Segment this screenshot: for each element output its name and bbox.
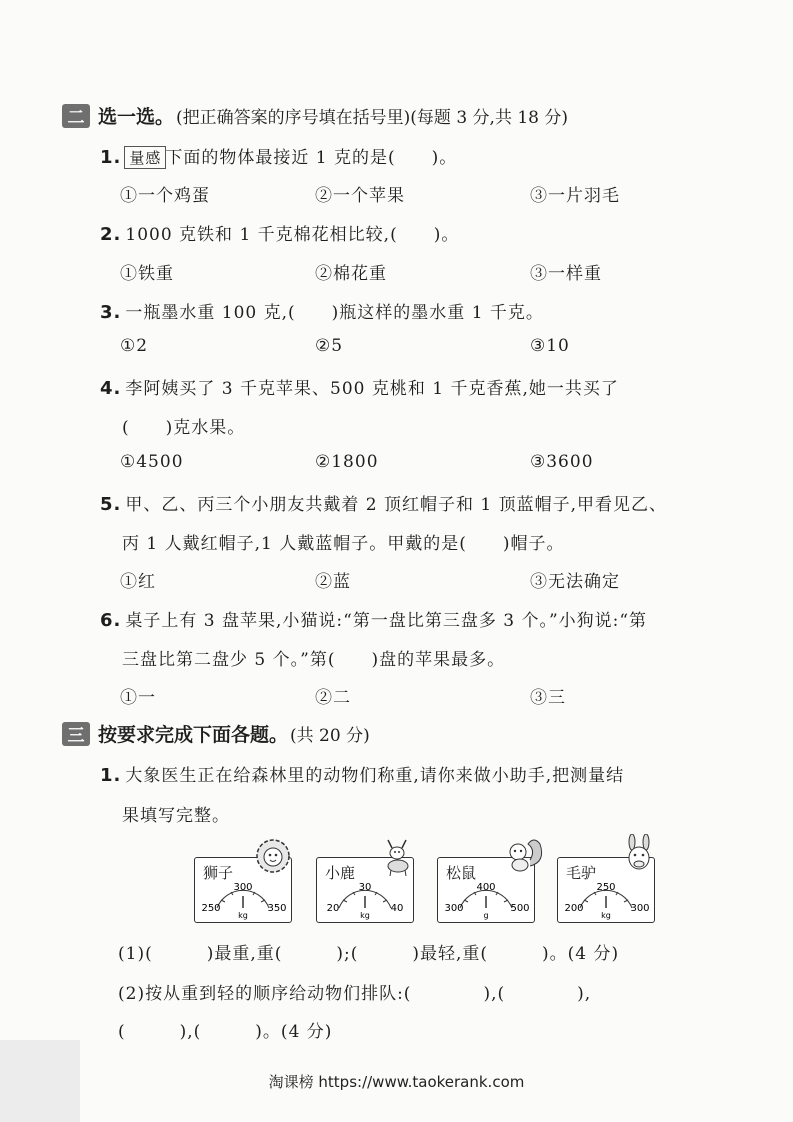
question-number: 3.: [100, 302, 122, 323]
svg-text:350: 350: [267, 903, 287, 914]
question-number: 4.: [100, 378, 122, 399]
svg-text:200: 200: [564, 903, 584, 914]
section-2-header: [62, 102, 568, 129]
question-text: 李阿姨买了 3 千克苹果、500 克桃和 1 千克香蕉,她一共买了: [125, 379, 619, 399]
option: ②棉花重: [315, 264, 387, 284]
question-5: [100, 490, 667, 515]
svg-text:kg: kg: [238, 911, 248, 920]
animal-name: 狮子: [203, 864, 234, 882]
question-6-line-2: 三盘比第二盘少 5 个。”第( )盘的苹果最多。: [122, 650, 506, 670]
sub-question-2: (2)按从重到轻的顺序给动物们排队:( ),( ),: [118, 984, 592, 1004]
option: ③10: [530, 336, 570, 356]
question-4-line-2: ( )克水果。: [122, 418, 246, 438]
skill-tag: 量感: [127, 146, 163, 169]
section-badge: 二: [62, 104, 90, 128]
sub-question-2-line-2: ( ),( )。(4 分): [118, 1022, 333, 1042]
option: ②1800: [315, 452, 379, 472]
svg-text:300: 300: [630, 903, 650, 914]
question-number: 6.: [100, 610, 122, 631]
question-6: [100, 606, 647, 631]
svg-text:400: 400: [476, 882, 496, 893]
squirrel-icon: [500, 836, 546, 874]
problem-1-line-2: 果填写完整。: [122, 806, 230, 826]
question-4: [100, 374, 619, 399]
section-badge: 三: [62, 722, 90, 746]
option: ①红: [120, 572, 156, 592]
option: ③三: [530, 688, 566, 708]
svg-text:250: 250: [201, 903, 221, 914]
option: ①4500: [120, 452, 184, 472]
question-text: 1000 克铁和 1 千克棉花相比较,( )。: [125, 225, 460, 245]
option: ②一个苹果: [315, 186, 405, 206]
option: ③一片羽毛: [530, 186, 620, 206]
question-5-line-2: 丙 1 人戴红帽子,1 人戴蓝帽子。甲戴的是( )帽子。: [122, 534, 565, 554]
svg-text:kg: kg: [601, 911, 611, 920]
deer-icon: [380, 836, 414, 876]
option: ①铁重: [120, 264, 174, 284]
option: ②蓝: [315, 572, 351, 592]
section-title: 按要求完成下面各题。: [98, 724, 289, 746]
section-note: (共 20 分): [290, 726, 370, 746]
question-number: 1.: [100, 765, 122, 786]
question-text: 甲、乙、丙三个小朋友共戴着 2 顶红帽子和 1 顶蓝帽子,甲看见乙、: [125, 495, 668, 515]
option: ①2: [120, 336, 149, 356]
svg-text:40: 40: [390, 903, 404, 914]
question-number: 1.: [100, 147, 122, 168]
svg-text:500: 500: [510, 903, 530, 914]
question-3: [100, 298, 544, 323]
problem-1: [100, 761, 624, 786]
question-text: 下面的物体最接近 1 克的是( )。: [165, 148, 458, 168]
svg-text:300: 300: [444, 903, 464, 914]
lion-icon: [254, 838, 292, 874]
section-title: 选一选。: [98, 106, 175, 128]
question-number: 5.: [100, 494, 122, 515]
svg-text:g: g: [483, 911, 489, 920]
option: ③3600: [530, 452, 594, 472]
section-3-header: [62, 720, 370, 747]
svg-text:250: 250: [596, 882, 616, 893]
svg-text:30: 30: [358, 882, 372, 893]
question-text: 大象医生正在给森林里的动物们称重,请你来做小助手,把测量结: [125, 766, 625, 786]
option: ①一个鸡蛋: [120, 186, 210, 206]
svg-text:20: 20: [326, 903, 340, 914]
question-2: [100, 220, 459, 245]
option: ③一样重: [530, 264, 602, 284]
option: ③无法确定: [530, 572, 620, 592]
question-text: 桌子上有 3 盘苹果,小猫说:“第一盘比第三盘多 3 个。”小狗说:“第: [125, 611, 648, 631]
question-number: 2.: [100, 224, 122, 245]
animal-name: 小鹿: [325, 864, 356, 882]
option: ①一: [120, 688, 156, 708]
question-1: [100, 143, 457, 169]
sub-question-1: (1)( )最重,重( );( )最轻,重( )。(4 分): [118, 944, 620, 964]
option: ②二: [315, 688, 351, 708]
svg-text:kg: kg: [360, 911, 370, 920]
animal-name: 毛驴: [566, 864, 597, 882]
option: ②5: [315, 336, 344, 356]
section-note: (把正确答案的序号填在括号里)(每题 3 分,共 18 分): [176, 108, 569, 128]
question-text: 一瓶墨水重 100 克,( )瓶这样的墨水重 1 千克。: [125, 303, 544, 323]
svg-text:300: 300: [233, 882, 253, 893]
donkey-icon: [622, 834, 656, 874]
footer-watermark: 淘课榜 https://www.taokerank.com: [268, 1073, 525, 1091]
animal-name: 松鼠: [446, 864, 477, 882]
